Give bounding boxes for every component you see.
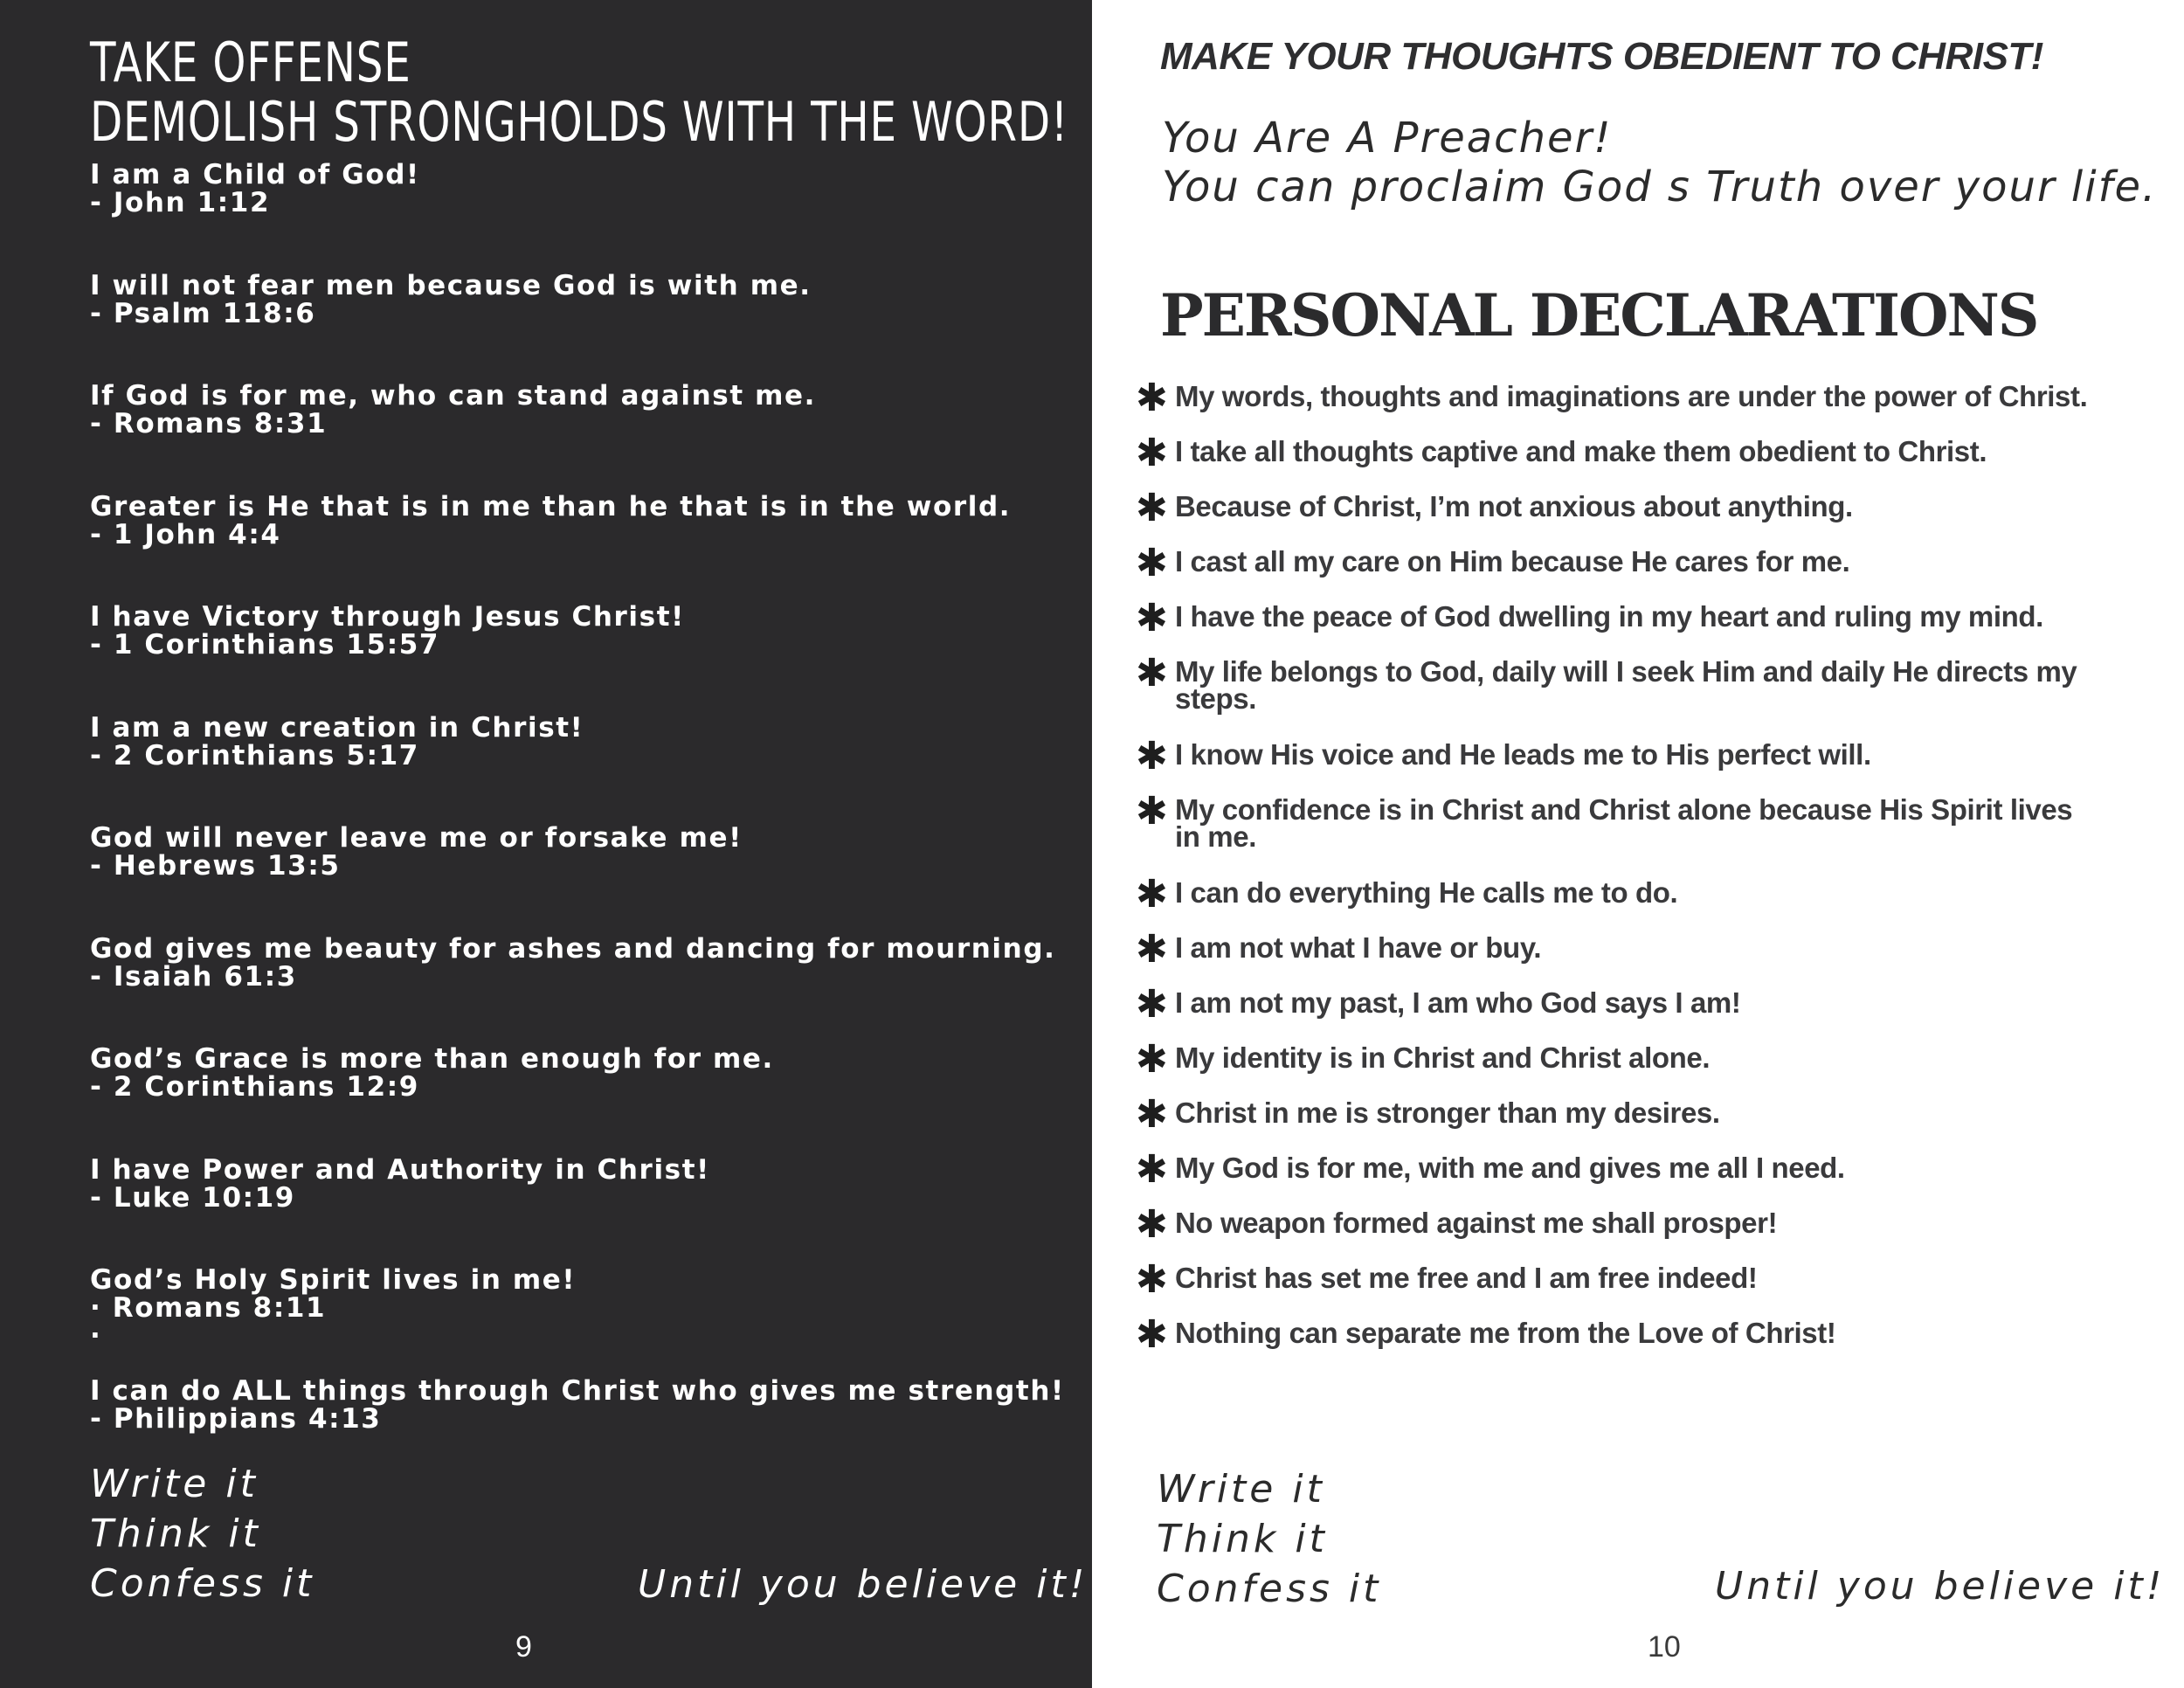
scripture-text: I have Victory through Jesus Christ! <box>90 601 685 633</box>
right-until-text: Until you believe it! <box>1715 1564 2166 1608</box>
scripture-list <box>90 161 1068 1487</box>
asterisk-icon: ✱ <box>1136 872 1168 917</box>
declaration-text: My life belongs to God, daily will I seek Him and daily He directs my steps. <box>1175 655 2077 715</box>
declaration-text: Christ in me is stronger than my desires. <box>1175 1097 1720 1129</box>
asterisk-icon: ✱ <box>1136 596 1168 640</box>
declaration-item <box>1136 1147 2175 1209</box>
asterisk-icon: ✱ <box>1136 486 1168 530</box>
declaration-item <box>1136 982 2175 1044</box>
scripture-reference: - Luke 10:19 <box>90 1181 295 1214</box>
scripture-reference: - Philippians 4:13 <box>90 1402 382 1435</box>
scripture-text: I am a new creation in Christ! <box>90 711 584 744</box>
declaration-item <box>1136 1257 2175 1319</box>
right-page <box>1092 0 2184 1688</box>
declaration-list <box>1136 376 2175 1374</box>
declaration-item <box>1136 541 2175 603</box>
declaration-text: I am not what I have or buy. <box>1175 931 1542 964</box>
asterisk-icon: ✱ <box>1136 651 1168 695</box>
asterisk-icon: ✱ <box>1136 1092 1168 1137</box>
scripture-item <box>90 824 1068 935</box>
scripture-stray-dot: · <box>90 1320 102 1352</box>
scripture-text: Greater is He that is in me than he that is in the world. <box>90 490 1012 522</box>
asterisk-icon: ✱ <box>1136 1202 1168 1247</box>
declaration-text: I can do everything He calls me to do. <box>1175 876 1678 909</box>
scripture-item <box>90 382 1068 493</box>
declaration-item <box>1136 734 2175 796</box>
scripture-item <box>90 1266 1068 1377</box>
scripture-reference: - 1 John 4:4 <box>90 518 281 550</box>
scripture-text: God’s Holy Spirit lives in me! <box>90 1264 577 1296</box>
declaration-item <box>1136 1092 2175 1154</box>
scripture-text: God gives me beauty for ashes and dancing for mourning. <box>90 932 1056 965</box>
declaration-item <box>1136 486 2175 548</box>
declaration-text: I am not my past, I am who God says I am! <box>1175 986 1741 1019</box>
scripture-reference: - Hebrews 13:5 <box>90 850 341 882</box>
scripture-reference: - 2 Corinthians 5:17 <box>90 739 419 771</box>
mantra-line: Think it <box>90 1512 261 1556</box>
left-page-number: 9 <box>515 1630 532 1664</box>
left-until-text: Until you believe it! <box>638 1562 1089 1607</box>
declaration-item <box>1136 872 2175 934</box>
declaration-text: I have the peace of God dwelling in my heart and ruling my mind. <box>1175 600 2043 633</box>
declaration-text: Christ has set me free and I am free indeed! <box>1175 1262 1758 1294</box>
scripture-item <box>90 932 1068 1046</box>
left-mantra <box>90 1459 314 1608</box>
scripture-text: I have Power and Authority in Christ! <box>90 1153 710 1186</box>
mantra-line: Write it <box>90 1462 259 1506</box>
scripture-text: If God is for me, who can stand against me. <box>90 380 817 412</box>
mantra-line: Confess it <box>90 1561 315 1606</box>
preacher-line-2: You can proclaim God s Truth over your life. <box>1162 163 2158 211</box>
heading-line-2: DEMOLISH STRONGHOLDS WITH THE WORD! <box>90 90 1069 154</box>
section-heading: PERSONAL DECLARATIONS <box>1160 281 2038 349</box>
scripture-item <box>90 711 1068 825</box>
scripture-text: God’s Grace is more than enough for me. <box>90 1043 774 1075</box>
mantra-line: Write it <box>1157 1467 1325 1512</box>
scripture-text: God will never leave me or forsake me! <box>90 822 743 854</box>
declaration-text: My identity is in Christ and Christ alone. <box>1175 1041 1711 1074</box>
declaration-item <box>1136 1037 2175 1099</box>
scripture-reference: - 1 Corinthians 15:57 <box>90 629 440 661</box>
scripture-reference: - Psalm 118:6 <box>90 297 316 329</box>
asterisk-icon: ✱ <box>1136 927 1168 972</box>
declaration-text: I take all thoughts captive and make them obedient to Christ. <box>1175 435 1987 467</box>
declaration-text: No weapon formed against me shall prosper! <box>1175 1207 1778 1239</box>
asterisk-icon: ✱ <box>1136 1147 1168 1192</box>
declaration-text: I know His voice and He leads me to His perfect will. <box>1175 738 1871 771</box>
right-page-number: 10 <box>1648 1630 1681 1664</box>
asterisk-icon: ✱ <box>1136 789 1168 834</box>
scripture-item <box>90 161 1068 272</box>
asterisk-icon: ✱ <box>1136 431 1168 475</box>
declaration-item <box>1136 596 2175 658</box>
declaration-text: Because of Christ, I’m not anxious about anything. <box>1175 490 1853 522</box>
declaration-item <box>1136 789 2175 879</box>
left-page-heading <box>90 33 1068 152</box>
declaration-item <box>1136 431 2175 493</box>
declaration-text: Nothing can separate me from the Love of Christ! <box>1175 1317 1836 1349</box>
mantra-line: Confess it <box>1157 1567 1382 1611</box>
mantra-line: Think it <box>1157 1517 1328 1561</box>
declaration-text: My God is for me, with me and gives me all I need. <box>1175 1152 1845 1184</box>
scripture-reference: - John 1:12 <box>90 187 271 218</box>
scripture-text: I am a Child of God! <box>90 159 420 190</box>
scripture-reference: - Isaiah 61:3 <box>90 960 297 993</box>
scripture-reference: · Romans 8:11 <box>90 1292 327 1324</box>
scripture-item <box>90 1153 1068 1267</box>
asterisk-icon: ✱ <box>1136 1312 1168 1357</box>
scripture-item <box>90 603 1068 714</box>
preacher-line-1: You Are A Preacher! <box>1162 114 1613 163</box>
declaration-item <box>1136 1202 2175 1264</box>
asterisk-icon: ✱ <box>1136 541 1168 585</box>
asterisk-icon: ✱ <box>1136 1257 1168 1302</box>
scripture-reference: - 2 Corinthians 12:9 <box>90 1071 419 1103</box>
declaration-item <box>1136 1312 2175 1374</box>
declaration-item <box>1136 927 2175 989</box>
scripture-reference: - Romans 8:31 <box>90 408 328 439</box>
scripture-text: I can do ALL things through Christ who gives me strength! <box>90 1374 1065 1407</box>
scripture-item <box>90 1045 1068 1156</box>
right-page-title: MAKE YOUR THOUGHTS OBEDIENT TO CHRIST! <box>1160 35 2043 78</box>
asterisk-icon: ✱ <box>1136 982 1168 1027</box>
declaration-text: My confidence is in Christ and Christ alone because His Spirit lives in me. <box>1175 793 2073 853</box>
asterisk-icon: ✱ <box>1136 376 1168 420</box>
declaration-text: I cast all my care on Him because He cares for me. <box>1175 545 1850 578</box>
declaration-text: My words, thoughts and imaginations are under the power of Christ. <box>1175 380 2088 412</box>
scripture-item <box>90 269 1068 383</box>
scripture-text: I will not fear men because God is with me. <box>90 269 812 301</box>
asterisk-icon: ✱ <box>1136 1037 1168 1082</box>
scripture-item <box>90 490 1068 604</box>
heading-line-1: TAKE OFFENSE <box>90 31 411 94</box>
right-mantra <box>1157 1464 1381 1614</box>
declaration-item <box>1136 651 2175 741</box>
preacher-note <box>1162 114 2157 211</box>
asterisk-icon: ✱ <box>1136 734 1168 778</box>
declaration-item <box>1136 376 2175 438</box>
